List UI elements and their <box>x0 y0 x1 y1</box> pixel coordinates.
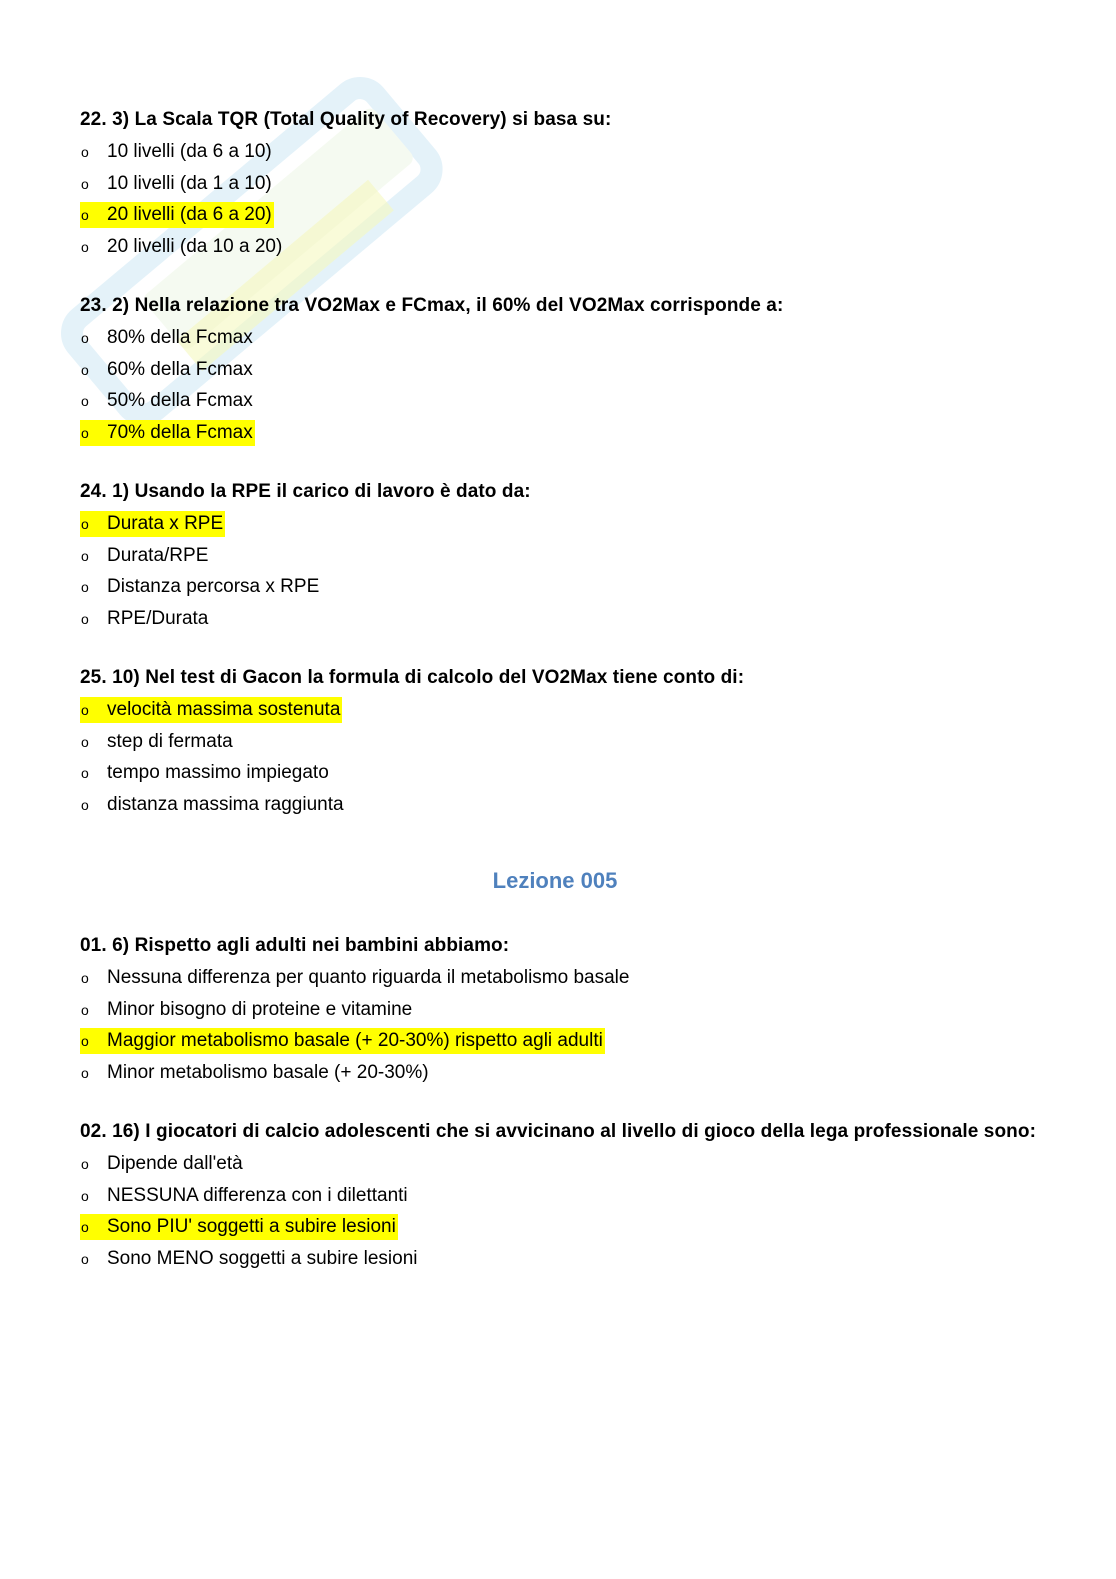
option-text: 10 livelli (da 6 a 10) <box>107 141 272 162</box>
option-text: Sono PIU' soggetti a subire lesioni <box>107 1216 396 1237</box>
question <box>80 290 1080 448</box>
answer-option-correct <box>80 694 1080 726</box>
circle-bullet-icon: o <box>81 207 89 223</box>
circle-bullet-icon: o <box>81 516 89 532</box>
circle-bullet-icon: o <box>81 610 89 627</box>
option-highlight <box>80 139 274 165</box>
option-text: 20 livelli (da 10 a 20) <box>107 235 283 257</box>
option-highlight <box>80 325 255 351</box>
answer-option <box>80 789 1080 821</box>
answer-option <box>80 322 1080 354</box>
answer-option-correct <box>80 199 1080 231</box>
answer-option <box>80 168 1080 200</box>
question <box>80 476 1080 634</box>
circle-bullet-icon: o <box>81 733 89 750</box>
circle-bullet-icon: o <box>81 1156 89 1172</box>
answer-option-correct <box>80 417 1080 449</box>
answer-option <box>80 354 1080 386</box>
answer-option <box>80 962 1080 994</box>
option-text: Minor bisogno di proteine e vitamine <box>107 998 413 1020</box>
answer-option <box>80 1243 1080 1275</box>
question <box>80 1116 1080 1274</box>
option-highlight <box>80 792 346 818</box>
question <box>80 662 1080 820</box>
circle-bullet-icon: o <box>81 1250 89 1267</box>
circle-bullet-icon: o <box>81 702 89 718</box>
option-text: Durata/RPE <box>107 544 209 566</box>
answer-option <box>80 994 1080 1026</box>
option-text: Maggior metabolismo basale (+ 20-30%) rispetto agli adulti <box>107 1030 603 1051</box>
option-highlight <box>80 574 321 600</box>
circle-bullet-icon: o <box>81 424 89 441</box>
option-text: Distanza percorsa x RPE <box>107 576 320 597</box>
circle-bullet-icon: o <box>81 547 89 564</box>
answer-option <box>80 231 1080 263</box>
option-highlight <box>80 420 255 446</box>
circle-bullet-icon: o <box>81 1001 89 1018</box>
question-title: 01. 6) Rispetto agli adulti nei bambini abbiamo: <box>80 935 510 956</box>
answer-option <box>80 1148 1080 1180</box>
answer-option <box>80 136 1080 168</box>
option-highlight <box>80 965 631 991</box>
option-text: 60% della Fcmax <box>107 358 253 380</box>
circle-bullet-icon: o <box>81 579 89 595</box>
circle-bullet-icon: o <box>81 393 89 409</box>
question-title: 02. 16) I giocatori di calcio adolescenti che si avvicinano al livello di gioco della lega professionale sono: <box>80 1121 1037 1142</box>
section-heading: Lezione 005 <box>492 868 618 893</box>
option-highlight <box>80 1214 398 1240</box>
option-highlight <box>80 729 235 755</box>
answer-option <box>80 1057 1080 1089</box>
option-highlight <box>80 171 274 197</box>
answer-option <box>80 540 1080 572</box>
option-text: 80% della Fcmax <box>107 327 253 348</box>
question-title: 25. 10) Nel test di Gacon la formula di calcolo del VO2Max tiene conto di: <box>80 667 745 688</box>
option-text: 70% della Fcmax <box>107 421 253 443</box>
answer-option <box>80 571 1080 603</box>
questions-block-before <box>80 104 1080 820</box>
option-text: NESSUNA differenza con i dilettanti <box>107 1184 408 1206</box>
question-title: 22. 3) La Scala TQR (Total Quality of Recovery) si basa su: <box>80 109 612 130</box>
option-highlight <box>80 697 342 723</box>
answer-option <box>80 726 1080 758</box>
answer-option-correct <box>80 1211 1080 1243</box>
option-text: Nessuna differenza per quanto riguarda il metabolismo basale <box>107 967 630 988</box>
question <box>80 930 1080 1088</box>
document-body <box>80 104 1080 1302</box>
option-text: RPE/Durata <box>107 607 209 629</box>
circle-bullet-icon: o <box>81 238 89 255</box>
option-text: 10 livelli (da 1 a 10) <box>107 172 272 194</box>
option-highlight <box>80 202 274 228</box>
option-highlight <box>80 1028 605 1054</box>
circle-bullet-icon: o <box>81 1187 89 1204</box>
option-text: Durata x RPE <box>107 513 224 534</box>
option-highlight <box>80 543 210 569</box>
circle-bullet-icon: o <box>81 970 89 986</box>
questions-block-after <box>80 930 1080 1274</box>
option-text: 20 livelli (da 6 a 20) <box>107 204 272 225</box>
option-text: tempo massimo impiegato <box>107 762 329 783</box>
option-highlight <box>80 606 210 632</box>
option-highlight <box>80 1060 431 1086</box>
answer-option <box>80 385 1080 417</box>
answer-option-correct <box>80 508 1080 540</box>
circle-bullet-icon: o <box>81 796 89 813</box>
option-text: Dipende dall'età <box>107 1153 243 1174</box>
option-highlight <box>80 997 414 1023</box>
option-highlight <box>80 357 255 383</box>
option-highlight <box>80 234 284 260</box>
question <box>80 104 1080 262</box>
option-highlight <box>80 760 331 786</box>
answer-option <box>80 1180 1080 1212</box>
circle-bullet-icon: o <box>81 330 89 346</box>
option-text: distanza massima raggiunta <box>107 793 344 815</box>
option-highlight <box>80 1183 410 1209</box>
option-highlight <box>80 1246 420 1272</box>
circle-bullet-icon: o <box>81 361 89 378</box>
option-text: Minor metabolismo basale (+ 20-30%) <box>107 1061 429 1083</box>
circle-bullet-icon: o <box>81 175 89 192</box>
circle-bullet-icon: o <box>81 765 89 781</box>
option-text: 50% della Fcmax <box>107 390 253 411</box>
circle-bullet-icon: o <box>81 1033 89 1049</box>
question-title: 23. 2) Nella relazione tra VO2Max e FCmax, il 60% del VO2Max corrisponde a: <box>80 295 784 316</box>
answer-option <box>80 603 1080 635</box>
option-highlight <box>80 511 225 537</box>
circle-bullet-icon: o <box>81 1064 89 1081</box>
circle-bullet-icon: o <box>81 1219 89 1235</box>
answer-option <box>80 757 1080 789</box>
question-title: 24. 1) Usando la RPE il carico di lavoro è dato da: <box>80 481 531 502</box>
answer-option-correct <box>80 1025 1080 1057</box>
option-text: velocità massima sostenuta <box>107 699 341 720</box>
option-highlight <box>80 1151 245 1177</box>
circle-bullet-icon: o <box>81 144 89 160</box>
option-text: step di fermata <box>107 730 233 752</box>
option-highlight <box>80 388 255 414</box>
option-text: Sono MENO soggetti a subire lesioni <box>107 1247 418 1269</box>
